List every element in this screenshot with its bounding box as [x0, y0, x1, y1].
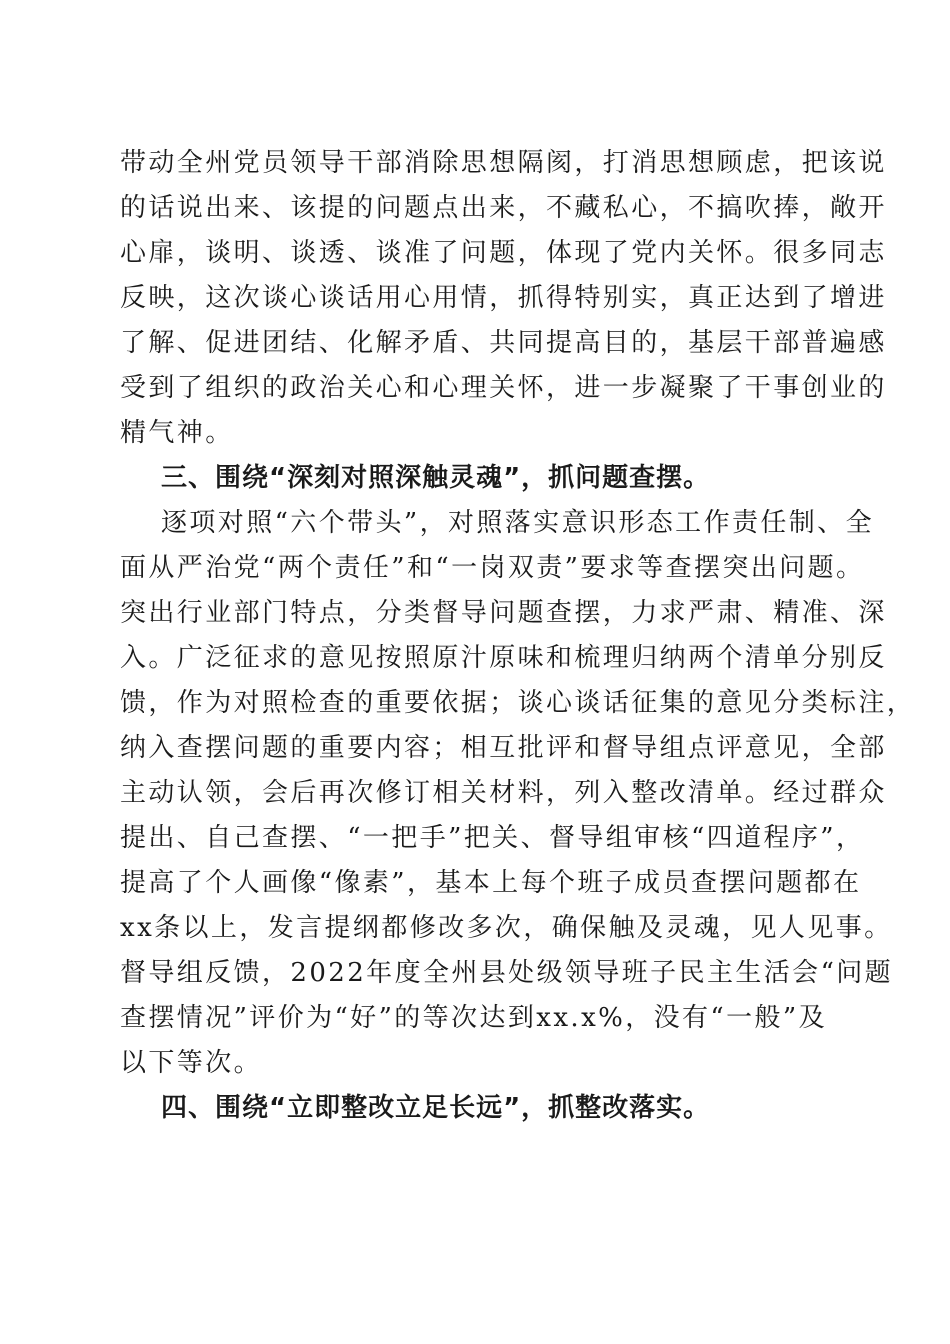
paragraph-line: 反映，这次谈心谈话用心用情，抓得特别实，真正达到了增进 — [120, 283, 887, 313]
section-heading-4: 四、围绕“立即整改立足长远”，抓整改落实。 — [161, 1093, 711, 1123]
paragraph-line: 馈，作为对照检查的重要依据；谈心谈话征集的意见分类标注， — [120, 688, 916, 718]
paragraph-line: 督导组反馈，2022年度全州县处级领导班子民主生活会“问题 — [120, 958, 894, 988]
paragraph-line: 面从严治党“两个责任”和“一岗双责”要求等查摆突出问题。 — [120, 553, 865, 583]
paragraph-line: 提高了个人画像“像素”，基本上每个班子成员查摆问题都在 — [120, 868, 862, 898]
paragraph-line: 带动全州党员领导干部消除思想隔阂，打消思想顾虑，把该说 — [120, 148, 887, 178]
paragraph-line: 了解、促进团结、化解矛盾、共同提高目的，基层干部普遍感 — [120, 328, 887, 358]
paragraph-line: xx条以上，发言提纲都修改多次，确保触及灵魂，见人见事。 — [120, 913, 893, 943]
paragraph-line: 精气神。 — [120, 418, 234, 448]
paragraph-line: 以下等次。 — [120, 1048, 263, 1078]
paragraph-line: 查摆情况”评价为“好”的等次达到xx.x%，没有“一般”及 — [120, 1003, 828, 1033]
paragraph-line: 突出行业部门特点，分类督导问题查摆，力求严肃、精准、深 — [120, 598, 887, 628]
paragraph-line: 入。广泛征求的意见按照原汁原味和梳理归纳两个清单分别反 — [120, 643, 887, 673]
paragraph-line: 的话说出来、该提的问题点出来，不藏私心，不搞吹捧，敞开 — [120, 193, 887, 223]
paragraph-line: 逐项对照“六个带头”，对照落实意识形态工作责任制、全 — [161, 508, 874, 538]
paragraph-line: 提出、自己查摆、“一把手”把关、督导组审核“四道程序”， — [120, 823, 865, 853]
paragraph-line: 主动认领，会后再次修订相关材料，列入整改清单。经过群众 — [120, 778, 887, 808]
paragraph-line: 受到了组织的政治关心和心理关怀，进一步凝聚了干事创业的 — [120, 373, 887, 403]
paragraph-line: 心扉，谈明、谈透、谈准了问题，体现了党内关怀。很多同志 — [120, 238, 887, 268]
paragraph-line: 纳入查摆问题的重要内容；相互批评和督导组点评意见，全部 — [120, 733, 887, 763]
section-heading-3: 三、围绕“深刻对照深触灵魂”，抓问题查摆。 — [161, 463, 711, 493]
